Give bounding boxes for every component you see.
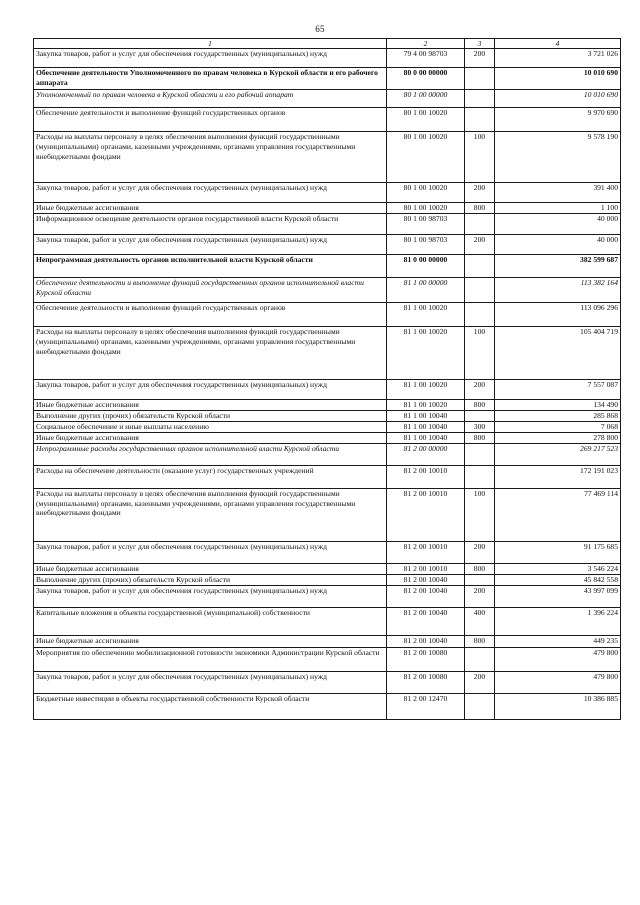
cell-name: Иные бюджетные ассигнования — [34, 203, 387, 214]
cell-name: Закупка товаров, работ и услуг для обеспечения государственных (муниципальных) нужд — [34, 541, 387, 563]
cell-code: 81 2 00 12470 — [387, 693, 465, 719]
cell-code: 81 0 00 00000 — [387, 254, 465, 277]
budget-table — [33, 38, 621, 720]
cell-expense-type: 300 — [465, 421, 495, 432]
table-row — [34, 607, 621, 635]
cell-name: Закупка товаров, работ и услуг для обеспечения государственных (муниципальных) нужд — [34, 671, 387, 693]
cell-amount: 479 800 — [495, 671, 621, 693]
header-row — [34, 39, 621, 49]
cell-amount: 269 217 523 — [495, 443, 621, 465]
cell-name: Расходы на обеспечение деятельности (оказание услуг) государственных учреждений — [34, 465, 387, 488]
table-row — [34, 443, 621, 465]
cell-name: Расходы на выплаты персоналу в целях обеспечения выполнения функций государственными (муниципальными) органами, казенными учреждениями, органами управления государственными внебюджетными фондами — [34, 488, 387, 541]
cell-expense-type — [465, 574, 495, 585]
table-row — [34, 183, 621, 203]
cell-expense-type: 800 — [465, 203, 495, 214]
cell-name: Закупка товаров, работ и услуг для обеспечения государственных (муниципальных) нужд — [34, 379, 387, 399]
cell-code: 80 1 00 10020 — [387, 203, 465, 214]
cell-amount: 278 800 — [495, 432, 621, 443]
cell-code: 81 2 00 10040 — [387, 635, 465, 647]
table-row — [34, 432, 621, 443]
table-row — [34, 90, 621, 108]
table-row — [34, 574, 621, 585]
table-row — [34, 234, 621, 254]
cell-code: 81 2 00 10010 — [387, 465, 465, 488]
cell-expense-type: 200 — [465, 585, 495, 607]
cell-expense-type — [465, 693, 495, 719]
cell-amount: 391 400 — [495, 183, 621, 203]
table-row — [34, 410, 621, 421]
cell-amount: 10 010 690 — [495, 68, 621, 90]
cell-name: Обеспечение деятельности и выполнение функций государственных органов — [34, 302, 387, 326]
table-header — [34, 39, 621, 49]
cell-name: Обеспечение деятельности и выполнение функций государственных органов исполнительной власти Курской области — [34, 277, 387, 302]
cell-name: Уполномоченный по правам человека в Курской области и его рабочий аппарат — [34, 90, 387, 108]
cell-amount: 9 578 190 — [495, 132, 621, 183]
cell-amount: 1 100 — [495, 203, 621, 214]
cell-expense-type: 200 — [465, 379, 495, 399]
table-row — [34, 693, 621, 719]
cell-amount: 40 000 — [495, 213, 621, 234]
cell-amount: 479 800 — [495, 647, 621, 671]
cell-code: 81 1 00 10020 — [387, 326, 465, 379]
cell-code: 81 2 00 10040 — [387, 574, 465, 585]
cell-name: Закупка товаров, работ и услуг для обеспечения государственных (муниципальных) нужд — [34, 234, 387, 254]
cell-expense-type — [465, 213, 495, 234]
cell-name: Иные бюджетные ассигнования — [34, 432, 387, 443]
cell-amount: 7 557 087 — [495, 379, 621, 399]
table-row — [34, 49, 621, 68]
table-row — [34, 647, 621, 671]
table-row — [34, 132, 621, 183]
cell-amount: 45 842 558 — [495, 574, 621, 585]
header-col-3: 3 — [465, 39, 495, 49]
cell-name: Бюджетные инвестиции в объекты государственной собственности Курской области — [34, 693, 387, 719]
cell-amount: 10 010 690 — [495, 90, 621, 108]
header-col-1: 1 — [34, 39, 387, 49]
cell-code: 81 2 00 10040 — [387, 585, 465, 607]
cell-amount: 113 382 164 — [495, 277, 621, 302]
cell-expense-type — [465, 647, 495, 671]
cell-code: 81 2 00 10010 — [387, 563, 465, 574]
cell-name: Расходы на выплаты персоналу в целях обеспечения выполнения функций государственными (муниципальными) органами, казенными учреждениями, органами управления государственными внебюджетными фондами — [34, 132, 387, 183]
cell-name: Закупка товаров, работ и услуг для обеспечения государственных (муниципальных) нужд — [34, 585, 387, 607]
cell-code: 81 2 00 10080 — [387, 671, 465, 693]
cell-amount: 134 490 — [495, 399, 621, 410]
cell-expense-type — [465, 302, 495, 326]
table-row — [34, 277, 621, 302]
cell-expense-type: 100 — [465, 132, 495, 183]
cell-expense-type: 200 — [465, 671, 495, 693]
cell-name: Обеспечение деятельности и выполнение функций государственных органов — [34, 108, 387, 132]
cell-expense-type: 200 — [465, 234, 495, 254]
cell-code: 80 1 00 98703 — [387, 213, 465, 234]
table-row — [34, 326, 621, 379]
cell-amount: 40 000 — [495, 234, 621, 254]
cell-expense-type — [465, 410, 495, 421]
cell-expense-type: 200 — [465, 49, 495, 68]
cell-name: Выполнение других (прочих) обязательств Курской области — [34, 574, 387, 585]
cell-name: Закупка товаров, работ и услуг для обеспечения государственных (муниципальных) нужд — [34, 49, 387, 68]
cell-code: 81 2 00 10080 — [387, 647, 465, 671]
cell-name: Информационное освещение деятельности органов государственной власти Курской области — [34, 213, 387, 234]
cell-amount: 382 599 687 — [495, 254, 621, 277]
page-number: 65 — [315, 24, 325, 34]
cell-code: 81 1 00 10040 — [387, 432, 465, 443]
cell-amount: 105 404 719 — [495, 326, 621, 379]
cell-name: Расходы на выплаты персоналу в целях обеспечения выполнения функций государственными (муниципальными) органами, казенными учреждениями, органами управления государственными внебюджетными фондами — [34, 326, 387, 379]
cell-amount: 9 970 690 — [495, 108, 621, 132]
cell-code: 81 1 00 10020 — [387, 302, 465, 326]
cell-code: 80 1 00 10020 — [387, 108, 465, 132]
cell-code: 80 1 00 00000 — [387, 90, 465, 108]
cell-amount: 43 997 099 — [495, 585, 621, 607]
cell-code: 81 2 00 10010 — [387, 541, 465, 563]
cell-expense-type — [465, 254, 495, 277]
cell-code: 81 1 00 10040 — [387, 410, 465, 421]
table-row — [34, 563, 621, 574]
cell-expense-type — [465, 277, 495, 302]
table-row — [34, 541, 621, 563]
cell-code: 79 4 00 98703 — [387, 49, 465, 68]
table-row — [34, 488, 621, 541]
cell-code: 80 1 00 98703 — [387, 234, 465, 254]
table-row — [34, 108, 621, 132]
cell-expense-type: 800 — [465, 432, 495, 443]
table-row — [34, 585, 621, 607]
cell-name: Выполнение других (прочих) обязательств Курской области — [34, 410, 387, 421]
header-col-4: 4 — [495, 39, 621, 49]
table-row — [34, 68, 621, 90]
table-row — [34, 421, 621, 432]
header-col-2: 2 — [387, 39, 465, 49]
cell-expense-type: 800 — [465, 563, 495, 574]
cell-name: Закупка товаров, работ и услуг для обеспечения государственных (муниципальных) нужд — [34, 183, 387, 203]
cell-amount: 91 175 685 — [495, 541, 621, 563]
cell-amount: 77 469 114 — [495, 488, 621, 541]
cell-code: 81 2 00 00000 — [387, 443, 465, 465]
cell-code: 81 1 00 10020 — [387, 399, 465, 410]
table-row — [34, 213, 621, 234]
cell-amount: 172 191 023 — [495, 465, 621, 488]
cell-code: 81 2 00 10010 — [387, 488, 465, 541]
cell-expense-type: 200 — [465, 541, 495, 563]
cell-expense-type: 200 — [465, 183, 495, 203]
cell-name: Непрограммная деятельность органов исполнительной власти Курской области — [34, 254, 387, 277]
cell-name: Капитальные вложения в объекты государственной (муниципальной) собственности — [34, 607, 387, 635]
table-row — [34, 302, 621, 326]
cell-code: 81 1 00 10020 — [387, 379, 465, 399]
cell-amount: 7 068 — [495, 421, 621, 432]
table-row — [34, 379, 621, 399]
cell-expense-type — [465, 90, 495, 108]
table-row — [34, 254, 621, 277]
cell-code: 80 1 00 10020 — [387, 183, 465, 203]
cell-name: Иные бюджетные ассигнования — [34, 399, 387, 410]
cell-expense-type: 100 — [465, 326, 495, 379]
cell-amount: 113 096 296 — [495, 302, 621, 326]
cell-code: 81 1 00 10040 — [387, 421, 465, 432]
cell-expense-type: 400 — [465, 607, 495, 635]
cell-amount: 10 386 885 — [495, 693, 621, 719]
cell-expense-type — [465, 465, 495, 488]
table-row — [34, 203, 621, 214]
cell-name: Иные бюджетные ассигнования — [34, 563, 387, 574]
cell-expense-type — [465, 108, 495, 132]
cell-name: Непрограммные расходы государственных органов исполнительной власти Курской области — [34, 443, 387, 465]
table-row — [34, 399, 621, 410]
cell-expense-type: 100 — [465, 488, 495, 541]
cell-name: Социальное обеспечение и иные выплаты населению — [34, 421, 387, 432]
cell-code: 80 1 00 10020 — [387, 132, 465, 183]
table-row — [34, 465, 621, 488]
cell-name: Иные бюджетные ассигнования — [34, 635, 387, 647]
table-row — [34, 635, 621, 647]
cell-amount: 3 721 026 — [495, 49, 621, 68]
cell-expense-type: 800 — [465, 399, 495, 410]
cell-code: 81 1 00 00000 — [387, 277, 465, 302]
cell-amount: 449 235 — [495, 635, 621, 647]
cell-expense-type — [465, 68, 495, 90]
cell-amount: 1 396 224 — [495, 607, 621, 635]
cell-amount: 3 546 224 — [495, 563, 621, 574]
cell-name: Обеспечение деятельности Уполномоченного по правам человека в Курской области и его рабочего аппарата — [34, 68, 387, 90]
cell-expense-type: 800 — [465, 635, 495, 647]
table-row — [34, 671, 621, 693]
cell-code: 80 0 00 00000 — [387, 68, 465, 90]
cell-amount: 285 868 — [495, 410, 621, 421]
cell-expense-type — [465, 443, 495, 465]
cell-name: Мероприятия по обеспечению мобилизационной готовности экономики Администрации Курской области — [34, 647, 387, 671]
cell-code: 81 2 00 10040 — [387, 607, 465, 635]
table-body — [34, 49, 621, 720]
